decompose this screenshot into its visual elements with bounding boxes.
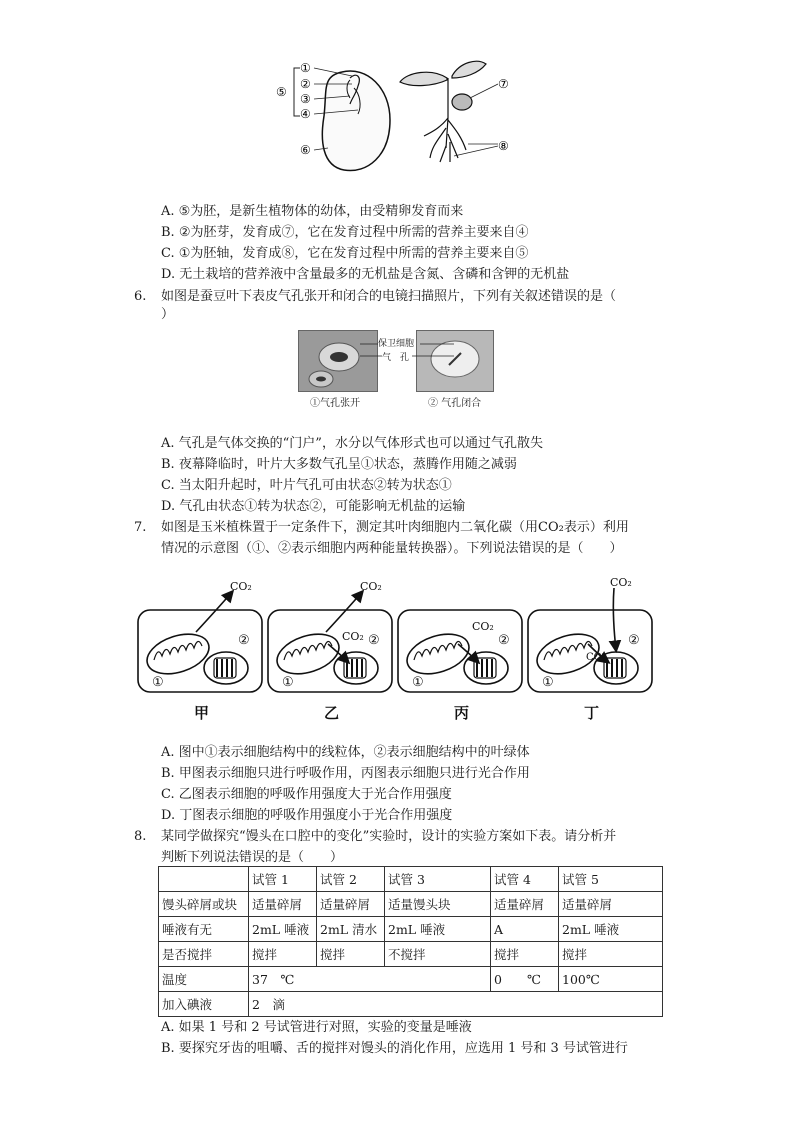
label-guard-cell: 保卫细胞 bbox=[378, 339, 415, 349]
table-cell: 2mL 唾液 bbox=[249, 917, 317, 942]
q6-stem-line1: 如图是蚕豆叶下表皮气孔张开和闭合的电镜扫描照片，下列有关叙述错误的是（ bbox=[161, 289, 617, 304]
table-cell: 唾液有无 bbox=[159, 917, 249, 942]
table-cell: 0 ℃ bbox=[491, 967, 559, 992]
table-row bbox=[159, 942, 663, 967]
circle-label-1: ① bbox=[412, 675, 424, 690]
co2-label: CO₂ bbox=[230, 580, 252, 593]
table-cell: 2mL 清水 bbox=[317, 917, 385, 942]
co2-label: CO₂ bbox=[472, 620, 494, 633]
table-cell: 2 滴 bbox=[249, 992, 663, 1017]
seedling bbox=[400, 61, 486, 162]
table-cell: 试管 4 bbox=[491, 867, 559, 892]
label-2: ② bbox=[300, 77, 311, 91]
seed-seedling-figure bbox=[272, 58, 522, 178]
caption-open: ①气孔张开 bbox=[310, 398, 360, 409]
table-cell: 2mL 唾液 bbox=[385, 917, 491, 942]
co2-label: CO₂ bbox=[342, 630, 364, 643]
experiment-table bbox=[158, 866, 663, 1017]
table-cell: 试管 5 bbox=[559, 867, 663, 892]
table-cell: 温度 bbox=[159, 967, 249, 992]
label-6: ⑥ bbox=[300, 143, 311, 157]
cell-label: 丙 bbox=[454, 704, 470, 722]
table-header-row bbox=[159, 867, 663, 892]
q7-option-a: A. 图中①表示细胞结构中的线粒体，②表示细胞结构中的叶绿体 bbox=[161, 745, 530, 760]
caption-closed: ② 气孔闭合 bbox=[428, 398, 482, 409]
table-cell: 100℃ bbox=[559, 967, 663, 992]
label-5: ⑤ bbox=[276, 85, 287, 99]
co2-label: CO₂ bbox=[360, 580, 382, 593]
circle-label-1: ① bbox=[282, 675, 294, 690]
q5-option-a: A. ⑤为胚，是新生植物体的幼体，由受精卵发育而来 bbox=[161, 204, 464, 219]
table-row bbox=[159, 992, 663, 1017]
table-cell: 37 ℃ bbox=[249, 967, 491, 992]
circle-label-2: ② bbox=[368, 633, 380, 648]
table-cell: 适量碎屑 bbox=[559, 892, 663, 917]
circle-label-1: ① bbox=[542, 675, 554, 690]
circle-label-2: ② bbox=[498, 633, 510, 648]
circle-label-2: ② bbox=[238, 633, 250, 648]
table-cell: 搅拌 bbox=[249, 942, 317, 967]
table-cell bbox=[159, 867, 249, 892]
cell-label: 甲 bbox=[194, 704, 210, 722]
table-cell: 搅拌 bbox=[491, 942, 559, 967]
table-cell: 适量碎屑 bbox=[317, 892, 385, 917]
label-pore: 气 孔 bbox=[382, 353, 410, 363]
cell-label: 乙 bbox=[324, 704, 340, 722]
q7-stem-line2: 情况的示意图（①、②表示细胞内两种能量转换器）。下列说法错误的是（ ） bbox=[161, 541, 623, 556]
circle-label-2: ② bbox=[628, 633, 640, 648]
q7-option-c: C. 乙图表示细胞的呼吸作用强度大于光合作用强度 bbox=[161, 787, 452, 802]
q8-option-a: A. 如果 1 号和 2 号试管进行对照，实验的变量是唾液 bbox=[161, 1020, 472, 1035]
table-cell: 加入碘液 bbox=[159, 992, 249, 1017]
q8-option-b: B. 要探究牙齿的咀嚼、舌的搅拌对馒头的消化作用，应选用 1 号和 3 号试管进行 bbox=[161, 1041, 628, 1056]
q6-option-b: B. 夜幕降临时，叶片大多数气孔呈①状态，蒸腾作用随之减弱 bbox=[161, 457, 517, 472]
co2-label: CO₂ bbox=[610, 576, 632, 589]
q6-option-c: C. 当太阳升起时，叶片气孔可由状态②转为状态① bbox=[161, 478, 452, 493]
cell-label: 丁 bbox=[584, 704, 600, 722]
label-8: ⑧ bbox=[498, 139, 509, 153]
label-7: ⑦ bbox=[498, 77, 509, 91]
q7-option-b: B. 甲图表示细胞只进行呼吸作用，丙图表示细胞只进行光合作用 bbox=[161, 766, 530, 781]
q7-number: 7. bbox=[134, 520, 147, 535]
table-row bbox=[159, 892, 663, 917]
table-cell: 搅拌 bbox=[317, 942, 385, 967]
table-cell: A bbox=[491, 917, 559, 942]
label-1: ① bbox=[300, 61, 311, 75]
q7-stem-line1: 如图是玉米植株置于一定条件下，测定其叶肉细胞内二氧化碳（用CO₂表示）利用 bbox=[161, 520, 629, 535]
stomata-figure bbox=[298, 330, 494, 410]
q7-option-d: D. 丁图表示细胞的呼吸作用强度小于光合作用强度 bbox=[161, 808, 453, 823]
q6-number: 6. bbox=[134, 289, 147, 304]
q5-option-c: C. ①为胚轴，发育成⑧，它在发育过程中所需的营养主要来自⑤ bbox=[161, 246, 529, 261]
table-cell: 适量碎屑 bbox=[249, 892, 317, 917]
table-cell: 试管 1 bbox=[249, 867, 317, 892]
label-4: ④ bbox=[300, 107, 311, 121]
q8-stem-line2: 判断下列说法错误的是（ ） bbox=[161, 850, 344, 865]
q6-option-a: A. 气孔是气体交换的“门户”，水分以气体形式也可以通过气孔散失 bbox=[161, 436, 543, 451]
table-cell: 2mL 唾液 bbox=[559, 917, 663, 942]
co2-label: CO₂ bbox=[586, 652, 606, 663]
q5-option-b: B. ②为胚芽，发育成⑦，它在发育过程中所需的营养主要来自④ bbox=[161, 225, 529, 240]
table-cell: 适量馒头块 bbox=[385, 892, 491, 917]
q8-stem-line1: 某同学做探究“馒头在口腔中的变化”实验时，设计的实验方案如下表。请分析并 bbox=[161, 829, 617, 844]
q5-option-d: D. 无土栽培的营养液中含量最多的无机盐是含氮、含磷和含钾的无机盐 bbox=[161, 267, 570, 282]
table-cell: 馒头碎屑或块 bbox=[159, 892, 249, 917]
table-cell: 试管 2 bbox=[317, 867, 385, 892]
table-cell: 不搅拌 bbox=[385, 942, 491, 967]
label-3: ③ bbox=[300, 92, 311, 106]
table-cell: 试管 3 bbox=[385, 867, 491, 892]
table-row bbox=[159, 917, 663, 942]
circle-label-1: ① bbox=[152, 675, 164, 690]
q6-option-d: D. 气孔由状态①转为状态②，可能影响无机盐的运输 bbox=[161, 499, 466, 514]
table-cell: 适量碎屑 bbox=[491, 892, 559, 917]
table-row bbox=[159, 967, 663, 992]
q8-number: 8. bbox=[134, 829, 147, 844]
table-cell: 搅拌 bbox=[559, 942, 663, 967]
table-cell: 是否搅拌 bbox=[159, 942, 249, 967]
seed-outline bbox=[322, 71, 390, 171]
q6-stem-line2: ） bbox=[161, 307, 175, 322]
co2-cells-figure bbox=[132, 572, 660, 722]
